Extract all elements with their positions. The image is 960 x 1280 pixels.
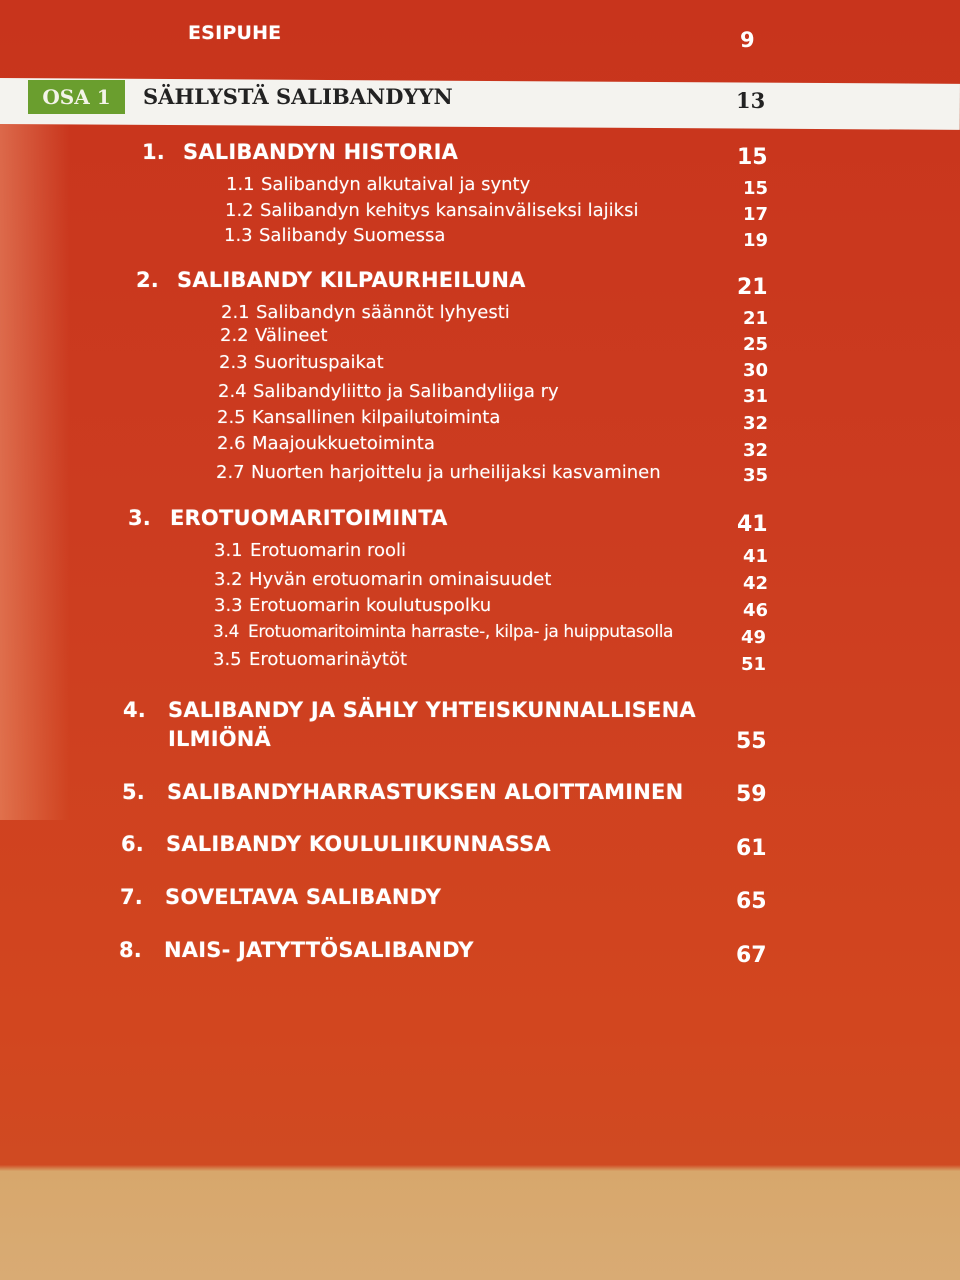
section-number: 2.3 — [219, 352, 248, 373]
chapter-page: 21 — [737, 275, 768, 300]
section-title: Salibandyn kehitys kansainväliseksi lajiksi — [260, 200, 639, 221]
section-page: 21 — [743, 308, 769, 329]
chapter-page: 67 — [736, 943, 767, 968]
chapter-title: SALIBANDY KILPAURHEILUNA — [177, 268, 526, 292]
section-page: 41 — [743, 546, 769, 567]
part-title: SÄHLYSTÄ SALIBANDYYN — [143, 84, 453, 109]
chapter-title: EROTUOMARITOIMINTA — [170, 506, 448, 530]
chapter-page: 41 — [737, 512, 768, 537]
section-title: Kansallinen kilpailutoiminta — [252, 407, 501, 428]
section-title: Erotuomarin koulutuspolku — [249, 595, 492, 616]
chapter-number: 5. — [122, 780, 145, 804]
section-page: 25 — [743, 334, 769, 355]
light-glare — [0, 120, 70, 820]
section-page: 49 — [741, 627, 767, 648]
section-number: 1.2 — [225, 200, 254, 221]
section-number: 3.1 — [214, 540, 243, 561]
section-title: Erotuomaritoiminta harraste-, kilpa- ja huipputasolla — [248, 622, 674, 642]
part-label: OSA 1 — [28, 80, 125, 114]
section-page: 19 — [743, 230, 769, 251]
chapter-title: NAIS- JATYTTÖSALIBANDY — [164, 938, 474, 962]
section-title: Maajoukkuetoiminta — [252, 433, 435, 454]
chapter-number: 2. — [136, 268, 159, 292]
section-page: 51 — [741, 654, 767, 675]
section-page: 32 — [743, 440, 769, 461]
section-number: 2.1 — [221, 302, 250, 323]
section-number: 2.4 — [218, 381, 247, 402]
section-page: 30 — [743, 360, 769, 381]
chapter-number: 4. — [123, 698, 146, 722]
section-title: Salibandyn säännöt lyhyesti — [256, 302, 510, 323]
section-page: 46 — [743, 600, 769, 621]
section-page: 31 — [743, 386, 769, 407]
section-number: 3.5 — [213, 649, 242, 670]
chapter-page: 55 — [736, 729, 767, 754]
chapter-title: SALIBANDYHARRASTUKSEN ALOITTAMINEN — [167, 780, 684, 804]
preface-page: 9 — [740, 28, 755, 52]
chapter-title: SALIBANDYN HISTORIA — [183, 140, 459, 164]
preface-title: ESIPUHE — [188, 22, 282, 44]
section-number: 2.2 — [220, 325, 249, 346]
section-page: 15 — [743, 178, 769, 199]
section-number: 1.3 — [224, 225, 253, 246]
section-number: 3.4 — [213, 622, 240, 642]
chapter-number: 3. — [128, 506, 151, 530]
section-title: Erotuomarin rooli — [250, 540, 406, 561]
section-number: 3.2 — [214, 569, 243, 590]
section-number: 2.5 — [217, 407, 246, 428]
section-title: Välineet — [255, 325, 328, 346]
chapter-title: SOVELTAVA SALIBANDY — [165, 885, 442, 909]
section-title: Salibandyn alkutaival ja synty — [261, 174, 531, 195]
section-title: Erotuomarinäytöt — [249, 649, 408, 670]
section-page: 35 — [743, 465, 769, 486]
chapter-page: 61 — [736, 836, 767, 861]
section-title: Nuorten harjoittelu ja urheilijaksi kasvaminen — [251, 462, 661, 483]
chapter-number: 6. — [121, 832, 144, 856]
chapter-page: 59 — [736, 782, 767, 807]
section-title: Hyvän erotuomarin ominaisuudet — [249, 569, 552, 590]
section-page: 42 — [743, 573, 769, 594]
chapter-title-line2: ILMIÖNÄ — [168, 727, 271, 751]
section-number: 3.3 — [214, 595, 243, 616]
chapter-page: 15 — [737, 145, 768, 170]
section-page: 32 — [743, 413, 769, 434]
section-number: 2.6 — [217, 433, 246, 454]
chapter-number: 7. — [120, 885, 143, 909]
part-page: 13 — [736, 88, 766, 113]
section-page: 17 — [743, 204, 769, 225]
chapter-title: SALIBANDY JA SÄHLY YHTEISKUNNALLISENA — [168, 698, 696, 722]
chapter-number: 1. — [142, 140, 165, 164]
chapter-title: SALIBANDY KOULULIIKUNNASSA — [166, 832, 551, 856]
section-number: 1.1 — [226, 174, 255, 195]
section-title: Suorituspaikat — [254, 352, 384, 373]
section-title: Salibandy Suomessa — [259, 225, 446, 246]
chapter-page: 65 — [736, 889, 767, 914]
section-title: Salibandyliitto ja Salibandyliiga ry — [253, 381, 559, 402]
chapter-number: 8. — [119, 938, 142, 962]
section-number: 2.7 — [216, 462, 245, 483]
